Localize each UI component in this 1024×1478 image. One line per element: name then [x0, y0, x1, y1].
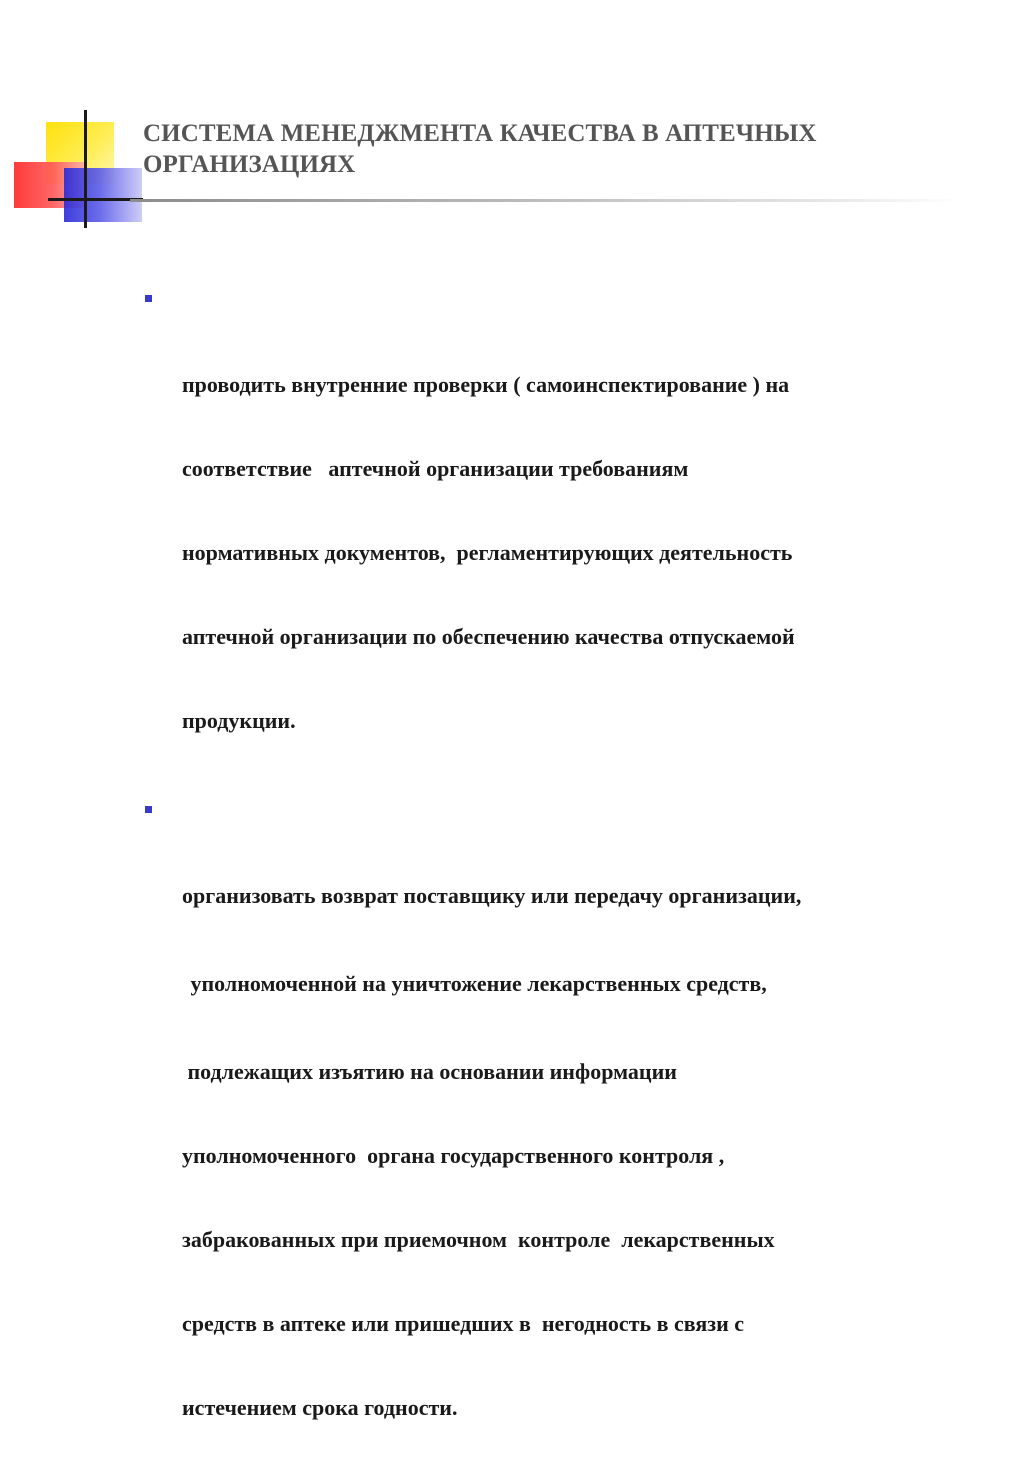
bullet-square-icon: [145, 806, 152, 813]
title-line: ОРГАНИЗАЦИЯХ: [143, 151, 356, 178]
decorative-horizontal-line: [48, 198, 143, 201]
bullet-text-line: уполномоченной на уничтожение лекарственных средств,: [185, 971, 767, 996]
bullet-text-line: соответствие аптечной организации требованиям: [182, 456, 689, 481]
slide-title: [143, 118, 943, 180]
slide-content: [140, 287, 1000, 1478]
bullet-item: [140, 287, 1000, 791]
bullet-item: [140, 798, 1000, 1478]
bullet-text-line: нормативных документов, регламентирующих деятельность: [182, 540, 793, 565]
title-underline-rule: [130, 199, 960, 202]
bullet-square-icon: [145, 295, 152, 302]
bullet-text-line: средств в аптеке или пришедших в негодность в связи с: [182, 1311, 745, 1336]
bullet-text-line: истечением срока годности.: [182, 1395, 458, 1420]
decorative-vertical-line: [84, 110, 87, 228]
bullet-text-line: уполномоченного органа государственного контроля ,: [182, 1143, 725, 1168]
bullet-text-line: продукции.: [182, 708, 296, 733]
bullet-text-line: забракованных при приемочном контроле лекарственных: [182, 1227, 775, 1252]
bullet-text-line: аптечной организации по обеспечению качества отпускаемой: [182, 624, 795, 649]
decorative-blue-square: [64, 168, 142, 222]
bullet-text-line: организовать возврат поставщику или передачу организации,: [182, 883, 802, 908]
bullet-text-line: проводить внутренние проверки ( самоинспектирование ) на: [182, 372, 790, 397]
bullet-text-line: подлежащих изъятию на основании информации: [182, 1059, 677, 1084]
title-line: СИСТЕМА МЕНЕДЖМЕНТА КАЧЕСТВА В АПТЕЧНЫХ: [143, 120, 817, 147]
